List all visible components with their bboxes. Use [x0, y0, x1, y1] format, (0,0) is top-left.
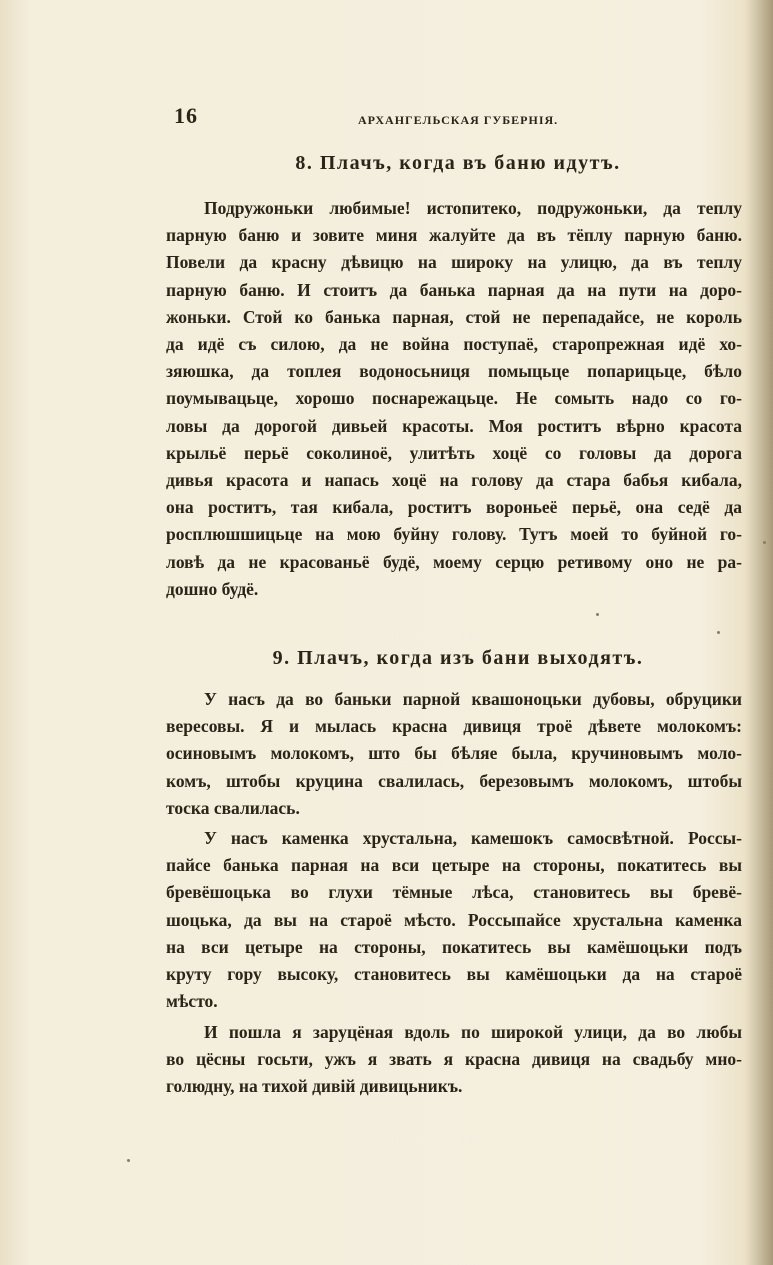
text-line: пайсе банька парная на вси цетыре на стороны, покатитесь вы [166, 855, 742, 876]
text-line: на вси цетыре на стороны, покатитесь вы камёшоцьки подъ [166, 936, 742, 957]
text-line: голюдну, на тихой дивій дивицьникъ. [166, 1076, 463, 1097]
page-header [174, 103, 742, 133]
paragraph [166, 195, 742, 603]
section-title: 9. Плачъ, когда изъ бани выходятъ. [272, 647, 644, 669]
text-line: У насъ да во баньки парной квашоноцьки дубовы, обруцики [204, 689, 742, 709]
paragraph [166, 1019, 742, 1101]
text-line: мѣсто. [166, 991, 218, 1012]
paper-speck [127, 1159, 130, 1162]
text-line: комъ, штобы круцина свалилась, березовымъ молокомъ, штобы [166, 770, 742, 791]
paragraph [166, 686, 742, 822]
text-line: парную баню. И стоитъ да банька парная да на пути на доро- [166, 279, 742, 300]
text-line: тоска свалилась. [166, 797, 300, 818]
section-title: 8. Плачъ, когда въ баню идутъ. [295, 152, 621, 174]
text-line: Подружоньки любимые! истопитеко, подружоньки, да теплу [204, 198, 742, 218]
text-line: осиновымъ молокомъ, што бы бѣляе была, кручиновымъ моло- [166, 743, 742, 764]
text-line: дивья красота и напась хоцё на голову да стара бабья кибала, [166, 470, 742, 491]
text-line: жоньки. Стой ко банька парная, стой не перепадайсе, не король [166, 306, 742, 327]
text-line: вересовы. Я и мылась красна дивиця троё дѣвете молокомъ: [166, 716, 742, 737]
text-line: парную баню и зовите миня жалуйте да въ тёплу парную баню. [166, 225, 742, 246]
text-line: бревёшоцька во глухи тёмные лѣса, становитесь вы бревё- [166, 882, 742, 903]
text-line: И пошла я заруцёная вдоль по широкой улици, да во любы [204, 1022, 742, 1042]
paper-speck [596, 613, 599, 616]
text-line: Повели да красну дѣвицю на широку на улицю, да въ теплу [166, 252, 742, 273]
text-line: росплюшшицьце на мою буйну голову. Тутъ моей то буйной го- [166, 524, 742, 545]
paragraph [166, 825, 742, 1015]
text-line: ловы да дорогой дивьей красоты. Моя роститъ вѣрно красота [166, 415, 742, 436]
text-line: шоцька, да вы на староё мѣсто. Россыпайсе хрустальна каменка [166, 909, 742, 930]
text-line: да идё съ силою, да не война поступаё, старопрежная идё хо- [166, 334, 742, 355]
paper-speck [763, 541, 766, 544]
running-head: АРХАНГЕЛЬСКАЯ ГУБЕРНІЯ. [358, 113, 559, 127]
text-line: она роститъ, тая кибала, роститъ вороньеё перьё, она седё да [166, 497, 742, 518]
text-line: крыльё перьё соколиноё, улитѣть хоцё со головы да дорога [166, 442, 742, 463]
paper-speck [717, 631, 720, 634]
text-line: У насъ каменка хрустальна, камешокъ самосвѣтной. Россы- [204, 828, 742, 848]
text-line: во цёсны госьти, ужъ я звать я красна дивиця на свадьбу мно- [166, 1049, 742, 1070]
text-line: круту гору высоку, становитесь вы камёшоцьки да на староё [166, 964, 742, 985]
text-line: дошно будё. [166, 578, 259, 599]
page-number: 16 [174, 103, 198, 128]
text-line: поумывацьце, хорошо поснарежацьце. Не сомыть надо со го- [166, 388, 742, 409]
text-line: зяюшка, да топлея водоносьниця помыцьце попарицьце, бѣло [166, 361, 742, 382]
text-line: ловѣ да не красованьё будё, моему серцю ретивому оно не ра- [166, 551, 742, 572]
